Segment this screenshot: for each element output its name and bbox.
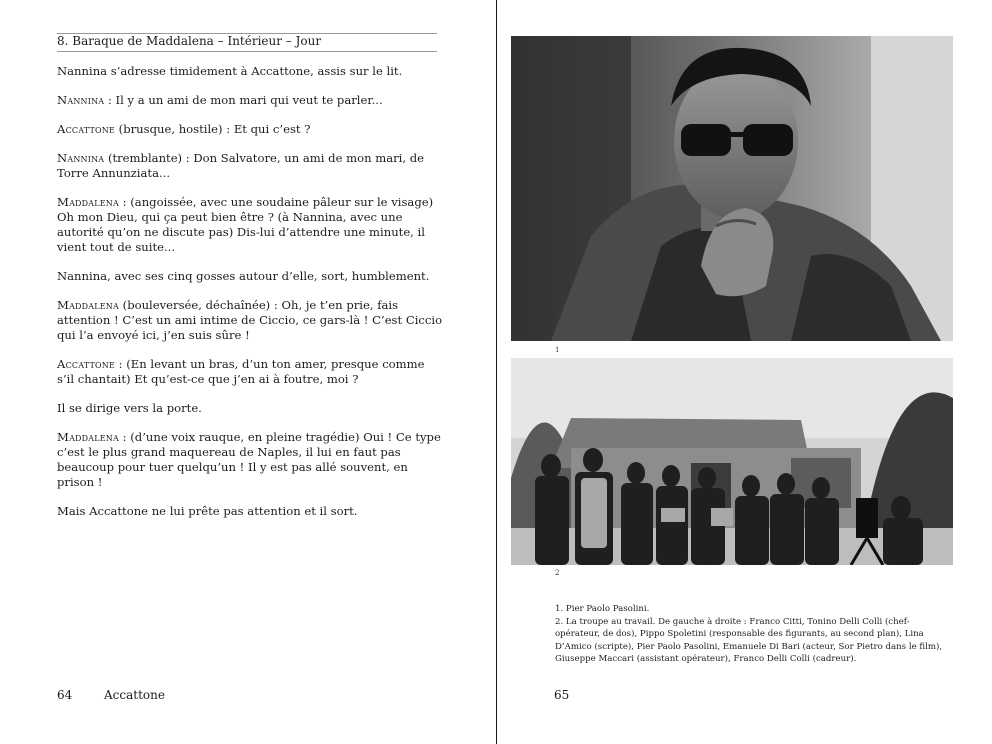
- speaker-name: Nannina: [57, 151, 105, 165]
- paragraph-text: : (angoissée, avec une soudaine pâleur sur le visage) Oh mon Dieu, qui ça peut bien être ? (à Nannina, avec une autorité qu’on ne discute pas) Dis-lui d’attendre une minute, il vient tout de suite...: [57, 195, 434, 254]
- script-paragraph: [57, 64, 445, 79]
- paragraph-text: (tremblante) : Don Salvatore, un ami de mon mari, de Torre Annunziata...: [57, 151, 425, 180]
- paragraph-text: Il se dirige vers la porte.: [57, 401, 202, 415]
- script-paragraph: [57, 504, 445, 519]
- paragraph-text: (bouleversée, déchaînée) : Oh, je t’en prie, fais attention ! C’est un ami intime de Ciccio, ce gars-là ! C’est Ciccio qui l’a envoyé ici, j’en suis sûre !: [57, 298, 443, 342]
- speaker-name: Accattone: [57, 357, 115, 371]
- paragraph-text: (brusque, hostile) : Et qui c’est ?: [114, 122, 311, 136]
- paragraph-text: : Il y a un ami de mon mari qui veut te parler...: [104, 93, 383, 107]
- script-paragraph: [57, 122, 445, 137]
- portrait-photo: [511, 36, 953, 341]
- script-paragraph: [57, 430, 445, 490]
- paragraph-text: : (En levant un bras, d’un ton amer, presque comme s’il chantait) Et qu’est-ce que j’en ai à foutre, moi ?: [57, 357, 425, 386]
- portrait-illustration: [511, 36, 953, 341]
- page-number-right: 65: [554, 688, 570, 702]
- speaker-name: Maddalena: [57, 195, 119, 209]
- paragraph-text: Mais Accattone ne lui prête pas attention et il sort.: [57, 504, 358, 518]
- script-paragraph: [57, 298, 445, 343]
- script-paragraph: [57, 357, 445, 387]
- script-body: [57, 64, 445, 533]
- speaker-name: Maddalena: [57, 430, 119, 444]
- speaker-name: Maddalena: [57, 298, 119, 312]
- photo-captions: [555, 603, 947, 666]
- paragraph-text: Nannina, avec ses cinq gosses autour d’elle, sort, humblement.: [57, 269, 430, 283]
- paragraph-text: Nannina s’adresse timidement à Accattone, assis sur le lit.: [57, 64, 403, 78]
- page-number-left: 64: [57, 688, 73, 702]
- right-page: [497, 0, 992, 744]
- crew-photo: [511, 358, 953, 565]
- caption: 1. Pier Paolo Pasolini.: [555, 604, 650, 614]
- running-title: Accattone: [104, 688, 165, 702]
- plate-number: 2: [555, 569, 560, 577]
- script-paragraph: [57, 195, 445, 255]
- paragraph-text: : (d’une voix rauque, en pleine tragédie) Oui ! Ce type c’est le plus grand maquereau de Naples, il lui en faut pas beaucoup pour tuer quelqu’un ! Il y est pas allé souvent, en prison !: [57, 430, 441, 489]
- crew-illustration: [511, 358, 953, 565]
- caption: 2. La troupe au travail. De gauche à droite : Franco Citti, Tonino Delli Colli (chef-opérateur, de dos), Pippo Spoletini (responsable des figurants, au second plan), Lina D’Amico (scripte), Pier Paolo Pasolini, Emanuele Di Bari (acteur, Sor Pietro dans le film), Giuseppe Maccari (assistant opérateur), Franco Delli Colli (cadreur).: [555, 616, 943, 664]
- scene-heading: 8. Baraque de Maddalena – Intérieur – Jour: [57, 33, 437, 52]
- speaker-name: Accattone: [57, 122, 115, 136]
- script-paragraph: [57, 93, 445, 108]
- plate-number: 1: [555, 346, 560, 354]
- script-paragraph: [57, 269, 445, 284]
- script-paragraph: [57, 151, 445, 181]
- speaker-name: Nannina: [57, 93, 105, 107]
- script-paragraph: [57, 401, 445, 416]
